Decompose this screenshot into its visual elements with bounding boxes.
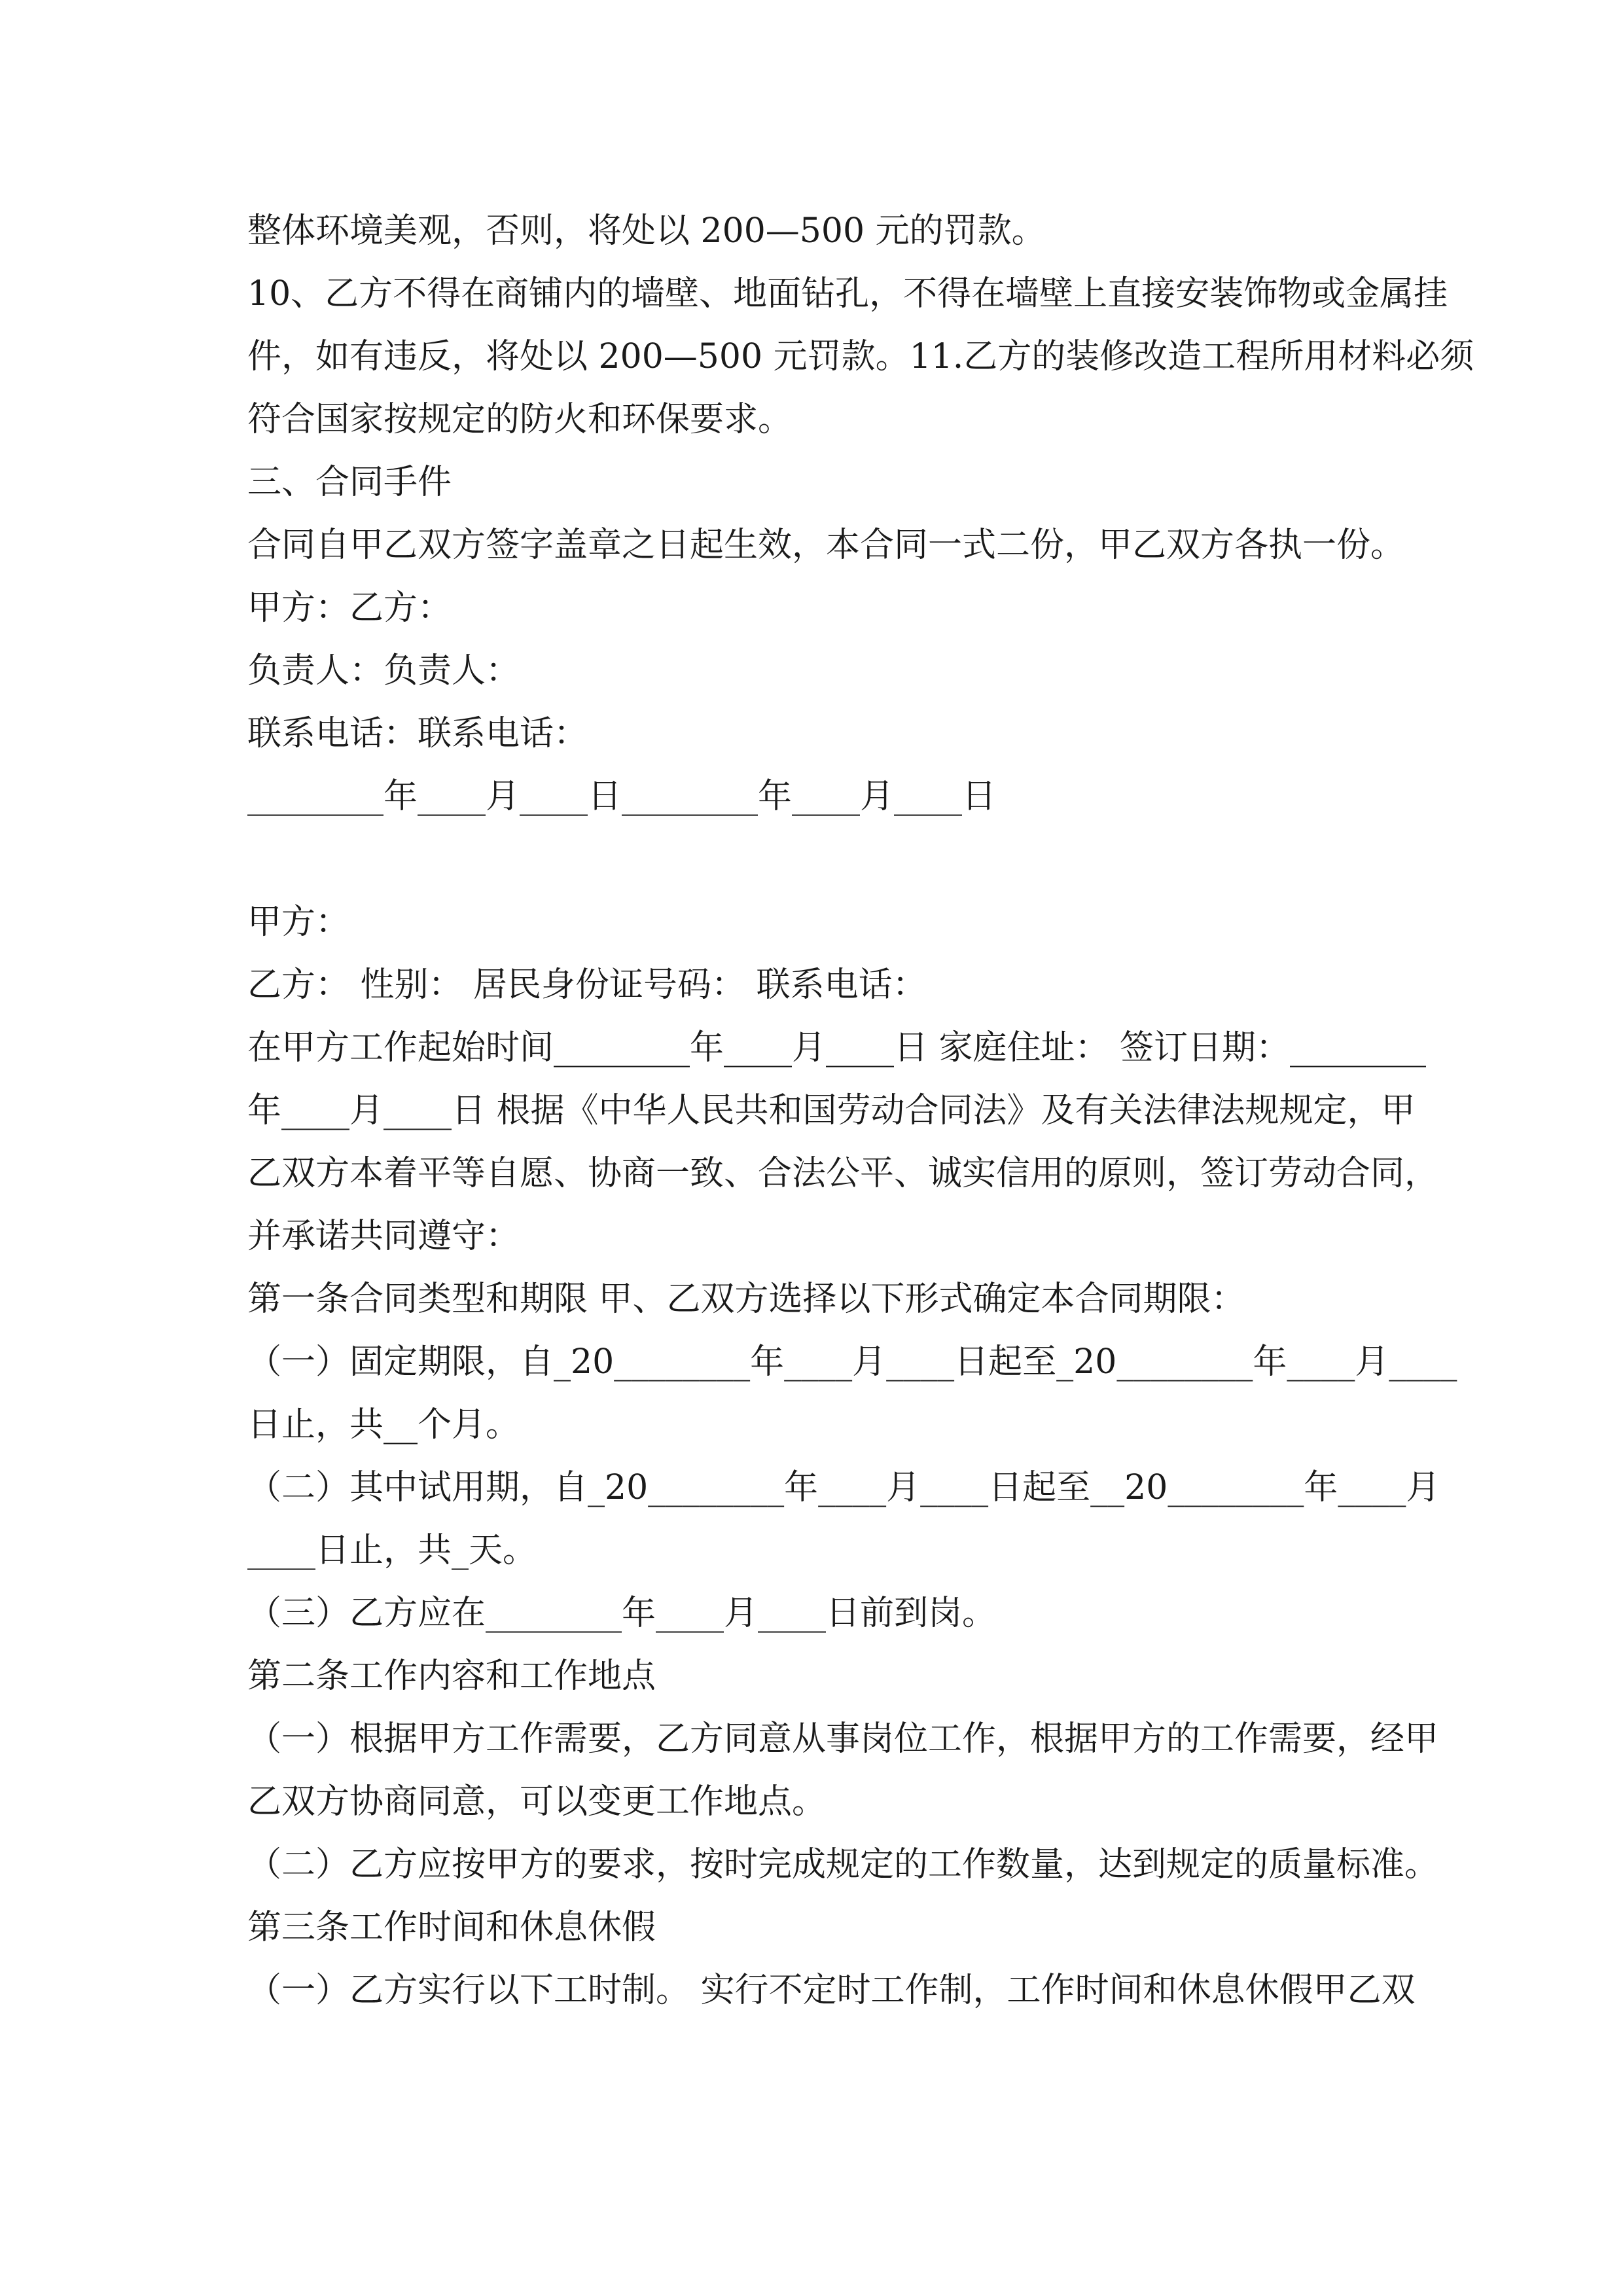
text-line: 10、乙方不得在商铺内的墙壁、地面钻孔，不得在墙壁上直接安装饰物或金属挂: [247, 274, 1448, 314]
text-line: 符合国家按规定的防火和环保要求。: [247, 400, 793, 439]
article-heading: 第一条合同类型和期限 甲、乙双方选择以下形式确定本合同期限：: [247, 1280, 1245, 1319]
document-body: [247, 200, 1474, 2022]
text-line: 整体环境美观，否则，将处以 200—500 元的罚款。: [247, 211, 1046, 251]
party-a-line: 甲方：: [247, 903, 350, 942]
text-line: （二）其中试用期，自_20________年____月____日起至__20________年____月: [247, 1468, 1440, 1507]
text-line: （一）根据甲方工作需要，乙方同意从事岗位工作，根据甲方的工作需要，经甲: [247, 1719, 1439, 1759]
article-heading: 第二条工作内容和工作地点: [247, 1657, 656, 1696]
text-line: 乙双方本着平等自愿、协商一致、合法公平、诚实信用的原则，签订劳动合同，: [247, 1154, 1439, 1193]
article-heading: 第三条工作时间和休息休假: [247, 1908, 656, 1947]
section-heading: 三、合同手件: [247, 463, 452, 502]
text-line: 合同自甲乙双方签字盖章之日起生效，本合同一式二份，甲乙双方各执一份。: [247, 526, 1405, 565]
text-line: 日止，共__个月。: [247, 1405, 520, 1444]
text-line: 年____月____日 根据《中华人民共和国劳动合同法》及有关法律法规规定，甲: [247, 1091, 1416, 1130]
text-line: （二）乙方应按甲方的要求，按时完成规定的工作数量，达到规定的质量标准。: [247, 1845, 1439, 1884]
text-line: （一）固定期限，自_20________年____月____日起至_20________年____月____: [247, 1342, 1457, 1382]
party-b-line: 乙方： 性别： 居民身份证号码： 联系电话：: [247, 965, 927, 1005]
text-line: 并承诺共同遵守：: [247, 1217, 520, 1256]
text-line: ____日止，共_天。: [247, 1531, 537, 1570]
spacer: [247, 828, 1373, 891]
signature-phone-line: 联系电话：联系电话：: [247, 714, 588, 753]
signature-party-line: 甲方：乙方：: [247, 588, 452, 628]
text-line: 件，如有违反，将处以 200—500 元罚款。11.乙方的装修改造工程所用材料必须: [247, 337, 1474, 376]
signature-responsible-line: 负责人：负责人：: [247, 651, 520, 691]
text-line: 乙双方协商同意，可以变更工作地点。: [247, 1782, 827, 1821]
text-line: （一）乙方实行以下工时制。 实行不定时工作制，工作时间和休息休假甲乙双: [247, 1971, 1416, 2010]
signature-date-line: ________年____月____日________年____月____日: [247, 777, 997, 816]
text-line: （三）乙方应在________年____月____日前到岗。: [247, 1594, 997, 1633]
text-line: 在甲方工作起始时间________年____月____日 家庭住址： 签订日期：________: [247, 1028, 1427, 1067]
